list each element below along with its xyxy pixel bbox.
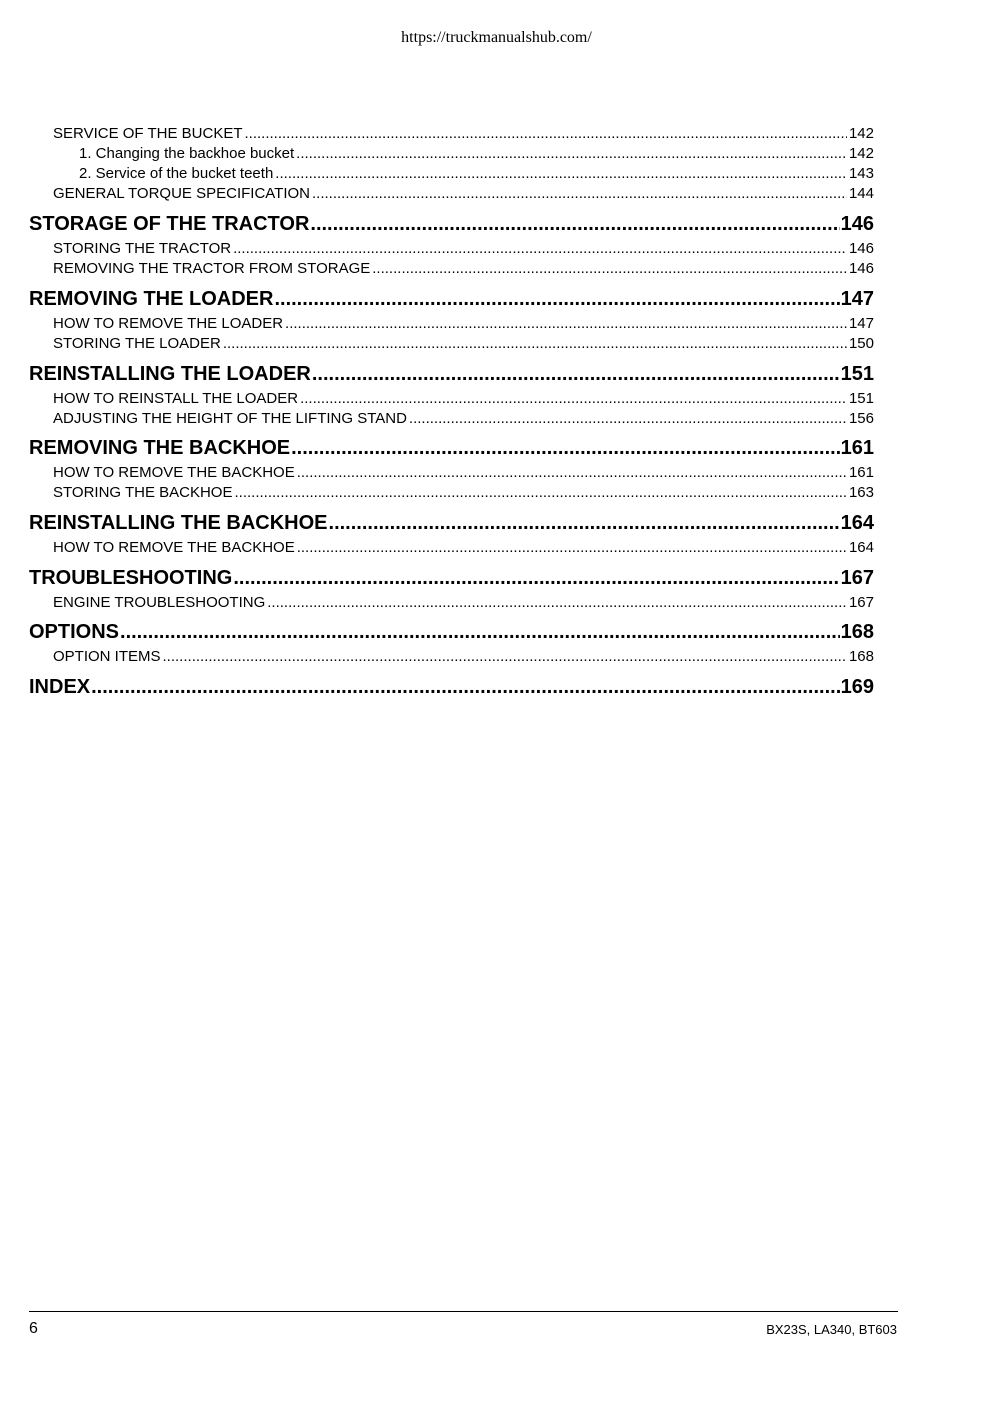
toc-entry-page: 142 [848, 125, 874, 142]
toc-chapter[interactable] [29, 620, 874, 644]
toc-chapter-title: TROUBLESHOOTING [29, 567, 233, 589]
toc-entry-page: 167 [848, 594, 874, 611]
footer-divider [29, 1311, 898, 1312]
toc-entry[interactable] [53, 389, 874, 409]
dot-leader [163, 647, 847, 667]
toc-entry-page: 168 [848, 648, 874, 665]
toc-entry[interactable] [79, 144, 874, 164]
toc-entry[interactable] [53, 409, 874, 429]
toc-entry-title: ENGINE TROUBLESHOOTING [53, 594, 266, 611]
toc-chapter-title: REMOVING THE LOADER [29, 288, 274, 310]
toc-chapter-page: 168 [840, 621, 874, 643]
dot-leader [312, 362, 840, 386]
toc-entry-title: HOW TO REMOVE THE BACKHOE [53, 464, 295, 481]
toc-entry-title: HOW TO REMOVE THE BACKHOE [53, 539, 295, 556]
toc-entry[interactable] [53, 184, 874, 204]
toc-chapter-page: 167 [840, 567, 874, 589]
toc-entry-page: 146 [848, 240, 874, 257]
dot-leader [300, 389, 847, 409]
dot-leader [297, 538, 847, 558]
toc-entry-page: 146 [848, 260, 874, 277]
toc-chapter-page: 161 [840, 437, 874, 459]
toc-chapter[interactable] [29, 436, 874, 460]
toc-entry[interactable] [53, 334, 874, 354]
toc-entry-title: GENERAL TORQUE SPECIFICATION [53, 185, 310, 202]
dot-leader [274, 287, 839, 311]
toc-entry-title: OPTION ITEMS [53, 648, 161, 665]
toc-entry-page: 143 [848, 165, 874, 182]
toc-chapter-title: STORAGE OF THE TRACTOR [29, 213, 310, 235]
dot-leader [233, 566, 839, 590]
toc-chapter-title: REINSTALLING THE BACKHOE [29, 512, 328, 534]
toc-entry-page: 161 [848, 464, 874, 481]
toc-entry-title: STORING THE TRACTOR [53, 240, 232, 257]
toc-entry-title: REMOVING THE TRACTOR FROM STORAGE [53, 260, 371, 277]
toc-chapter[interactable] [29, 362, 874, 386]
dot-leader [297, 463, 847, 483]
toc-chapter-page: 151 [840, 363, 874, 385]
dot-leader [233, 239, 847, 259]
toc-entry[interactable] [53, 463, 874, 483]
dot-leader [223, 334, 847, 354]
dot-leader [275, 164, 847, 184]
toc-entry-title: STORING THE BACKHOE [53, 484, 233, 501]
toc-entry-title: ADJUSTING THE HEIGHT OF THE LIFTING STAND [53, 410, 407, 427]
toc-chapter[interactable] [29, 212, 874, 236]
toc-entry-page: 151 [848, 390, 874, 407]
dot-leader [312, 184, 847, 204]
dot-leader [267, 593, 847, 613]
toc-entry-page: 147 [848, 315, 874, 332]
dot-leader [329, 511, 840, 535]
toc-entry[interactable] [53, 647, 874, 667]
toc-chapter[interactable] [29, 287, 874, 311]
dot-leader [245, 124, 847, 144]
model-codes: BX23S, LA340, BT603 [766, 1322, 897, 1337]
toc-entry-page: 142 [848, 145, 874, 162]
toc-entry[interactable] [53, 593, 874, 613]
toc-entry-page: 150 [848, 335, 874, 352]
toc-entry-page: 144 [848, 185, 874, 202]
toc-entry-title: 1. Changing the backhoe bucket [79, 145, 295, 162]
toc-chapter-page: 169 [840, 676, 874, 698]
toc-entry-title: 2. Service of the bucket teeth [79, 165, 274, 182]
toc-entry[interactable] [53, 538, 874, 558]
toc-entry-page: 164 [848, 539, 874, 556]
toc-entry[interactable] [79, 164, 874, 184]
toc-entry-title: HOW TO REINSTALL THE LOADER [53, 390, 299, 407]
toc-chapter[interactable] [29, 511, 874, 535]
toc-entry[interactable] [53, 483, 874, 503]
toc-chapter-title: REINSTALLING THE LOADER [29, 363, 311, 385]
toc-chapter-page: 164 [840, 512, 874, 534]
toc-entry-title: SERVICE OF THE BUCKET [53, 125, 243, 142]
dot-leader [310, 212, 839, 236]
source-url[interactable]: https://truckmanualshub.com/ [401, 29, 592, 46]
dot-leader [285, 314, 847, 334]
dot-leader [234, 483, 846, 503]
toc-entry-title: HOW TO REMOVE THE LOADER [53, 315, 284, 332]
toc-chapter-title: OPTIONS [29, 621, 120, 643]
dot-leader [91, 675, 840, 699]
toc-chapter-title: REMOVING THE BACKHOE [29, 437, 291, 459]
toc-entry[interactable] [53, 314, 874, 334]
toc-entry-page: 156 [848, 410, 874, 427]
toc-chapter-title: INDEX [29, 676, 91, 698]
page-number: 6 [29, 1320, 38, 1337]
toc-entry-page: 163 [848, 484, 874, 501]
toc-chapter[interactable] [29, 675, 874, 699]
dot-leader [120, 620, 840, 644]
dot-leader [296, 144, 847, 164]
toc-entry[interactable] [53, 239, 874, 259]
toc-chapter[interactable] [29, 566, 874, 590]
toc-entry[interactable] [53, 259, 874, 279]
toc-entry-title: STORING THE LOADER [53, 335, 221, 352]
dot-leader [291, 436, 840, 460]
dot-leader [409, 409, 847, 429]
dot-leader [372, 259, 847, 279]
toc-chapter-page: 147 [840, 288, 874, 310]
toc-entry[interactable] [53, 124, 874, 144]
toc-chapter-page: 146 [840, 213, 874, 235]
